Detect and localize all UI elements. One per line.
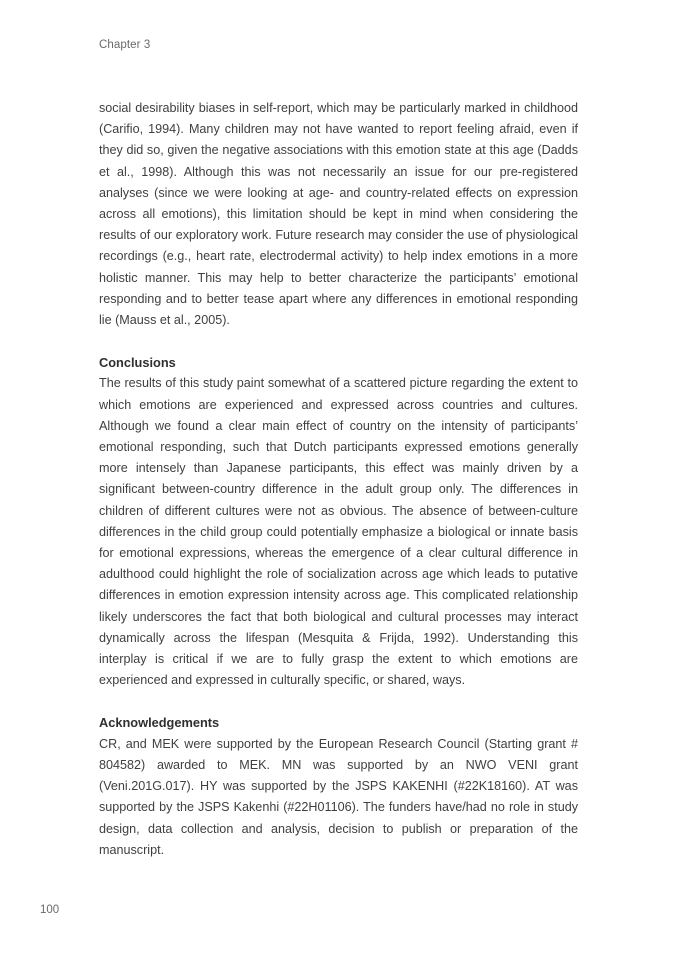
running-head: Chapter 3: [99, 39, 151, 51]
section-gap: [99, 691, 578, 712]
acknowledgements-paragraph: CR, and MEK were supported by the European Research Council (Starting grant # 804582) awarded to MEK. MN was supported by an NWO VENI grant (Veni.201G.017). HY was supported by the JSPS KAKENHI (#22K18160). AT was supported by the JSPS Kakenhi (#22H01106). The funders have/had no role in study design, data collection and analysis, decision to publish or preparation of the manuscript.: [99, 736, 578, 857]
page-body: [99, 98, 578, 861]
page-number: 100: [40, 904, 60, 916]
conclusions-paragraph: The results of this study paint somewhat of a scattered picture regarding the extent to which emotions are experienced and expressed across countries and cultures. Although we found a clear main effect of country on the intensity of participants’ emotional responding, such that Dutch participants expressed emotions generally more intensely than Japanese participants, this effect was mainly driven by a significant between-country difference in the adult group only. The differences in children of different cultures were not as obvious. The absence of between-culture differences in the child group could potentially emphasize a biological or innate basis for emotional expressions, whereas the emergence of a clear cultural difference in adulthood could highlight the role of socialization across age which leads to putative differences in emotion expression intensity across age. This complicated relationship likely underscores the fact that both biological and cultural processes may interact dynamically across the lifespan (Mesquita & Frijda, 1992). Understanding this interplay is critical if we are to fully grasp the extent to which emotions are experienced and expressed in culturally specific, or shared, ways.: [99, 376, 578, 688]
conclusions-heading: Conclusions: [99, 355, 176, 371]
body-paragraph: social desirability biases in self-report, which may be particularly marked in childhood (Carifio, 1994). Many children may not have wanted to report feeling afraid, even if they did so, given the negative associations with this emotion state at this age (Dadds et al., 1998). Although this was not necessarily an issue for our pre-registered analyses (since we were looking at age- and country-related effects on expression across all emotions), this limitation should be kept in mind when considering the results of our exploratory work. Future research may consider the use of physiological recordings (e.g., heart rate, electrodermal activity) to help index emotions in a more holistic manner. This may help to better characterize the participants’ emotional responding and to better tease apart where any differences in emotional responding lie (Mauss et al., 2005).: [99, 101, 578, 328]
section-gap: [99, 331, 578, 352]
acknowledgements-heading: Acknowledgements: [99, 715, 220, 731]
